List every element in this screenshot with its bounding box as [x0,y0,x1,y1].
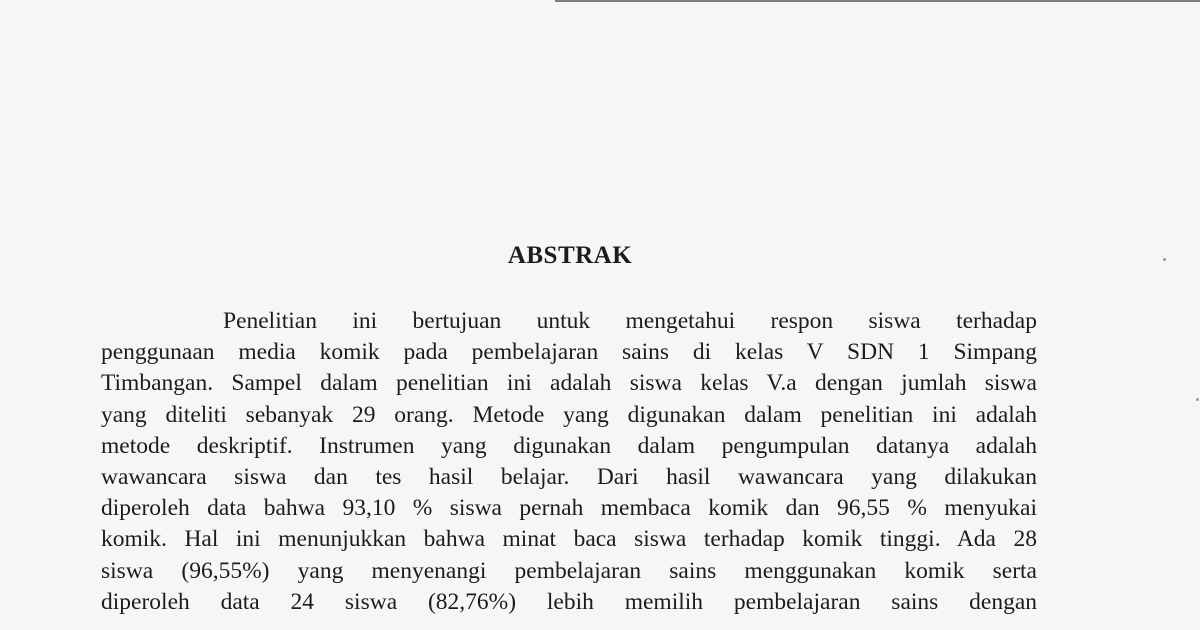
paragraph-line: Penelitian ini bertujuan untuk mengetahui respon siswa terhadap [223,308,1037,334]
scan-speck [1196,398,1199,401]
paragraph-line: komik. Hal ini menunjukkan bahwa minat baca siswa terhadap komik tinggi. Ada 28 [101,526,1037,553]
paragraph-line: siswa (96,55%) yang menyenangi pembelajaran sains menggunakan komik serta [101,557,1037,584]
paragraph-line: penggunaan media komik pada pembelajaran sains di kelas V SDN 1 Simpang [101,339,1037,366]
paragraph-line: diperoleh data bahwa 93,10 % siswa pernah membaca komik dan 96,55 % menyukai [101,495,1037,522]
paragraph-line: yang diteliti sebanyak 29 orang. Metode yang digunakan dalam penelitian ini adalah [101,401,1037,428]
paragraph-line: diperoleh data 24 siswa (82,76%) lebih memilih pembelajaran sains dengan [101,588,1037,615]
scan-speck [1163,258,1166,261]
paragraph-line: wawancara siswa dan tes hasil belajar. Dari hasil wawancara yang dilakukan [101,464,1037,491]
paragraph-line: Timbangan. Sampel dalam penelitian ini adalah siswa kelas V.a dengan jumlah siswa [101,370,1037,397]
abstract-paragraph [101,306,1037,618]
scan-edge-line [555,0,1200,2]
paragraph-line: metode deskriptif. Instrumen yang digunakan dalam pengumpulan datanya adalah [101,432,1037,459]
abstract-title: ABSTRAK [507,242,633,269]
